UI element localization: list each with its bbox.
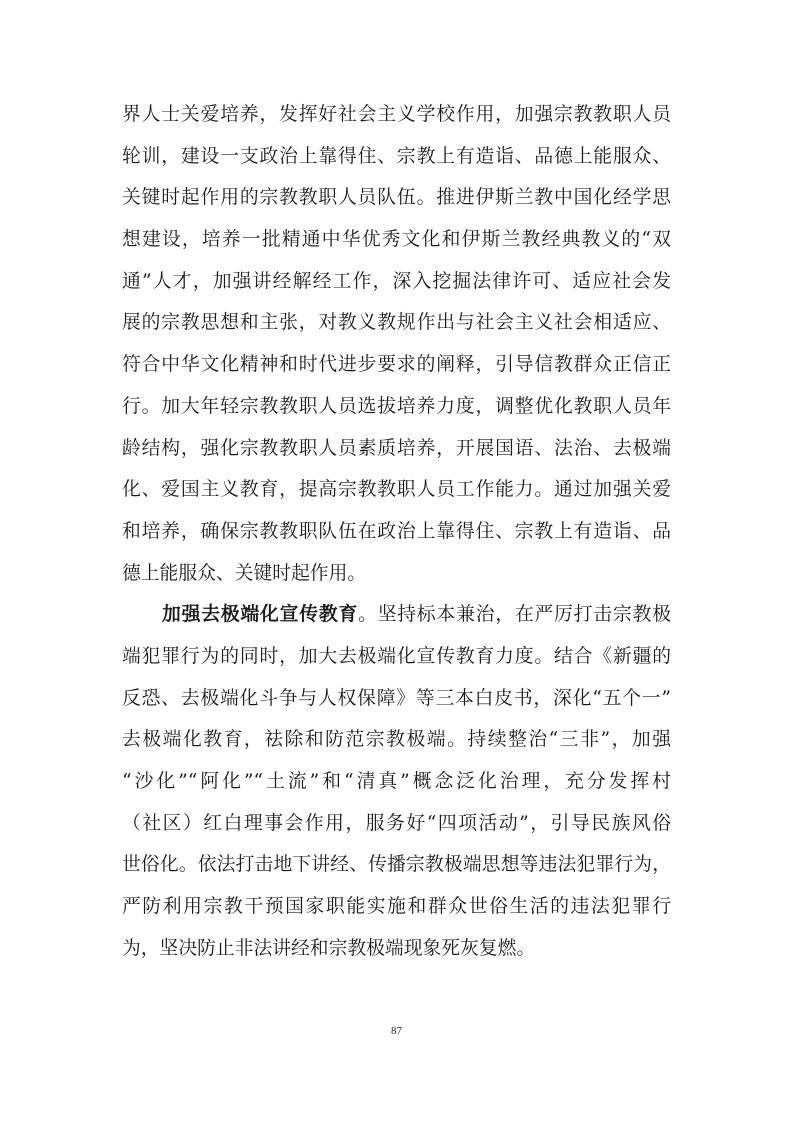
text-line: 世俗化。依法打击地下讲经、传播宗教极端思想等违法犯罪行为， [122,854,671,876]
paragraph-de-extremization [122,594,671,969]
text-line: 轮训，建设一支政治上靠得住、宗教上有造诣、品德上能服众、 [122,145,671,167]
text-line: 界人士关爱培养，发挥好社会主义学校作用，加强宗教教职人员 [122,104,671,125]
text-line: 反恐、去极端化斗争与人权保障》等三本白皮书，深化“五个一” [122,687,671,709]
text-line: 化、爱国主义教育，提高宗教教职人员工作能力。通过加强关爱 [122,479,671,501]
page-number: 87 [391,1025,402,1037]
paragraph-lead-heading: 加强去极端化宣传教育 [162,604,359,626]
text-line: 想建设，培养一批精通中华优秀文化和伊斯兰教经典教义的“双 [122,229,671,251]
document-body [122,94,671,969]
text-line: 符合中华文化精神和时代进步要求的阐释，引导信教群众正信正 [122,354,671,376]
text-line: 通”人才，加强讲经解经工作，深入挖掘法律许可、适应社会发 [122,270,671,292]
text-line: 端犯罪行为的同时，加大去极端化宣传教育力度。结合《新疆的 [122,645,671,667]
text-line: 和培养，确保宗教教职队伍在政治上靠得住、宗教上有造诣、品 [122,520,671,542]
paragraph-religious-staff [122,94,671,594]
text-line: 严防利用宗教干预国家职能实施和群众世俗生活的违法犯罪行 [122,896,671,918]
text-line: （社区）红白理事会作用，服务好“四项活动”，引导民族风俗 [122,812,671,834]
text-line [122,594,671,636]
text-line: “沙化”“阿化”“土流”和“清真”概念泛化治理，充分发挥村 [122,771,671,792]
text-line-rest: 。坚持标本兼治，在严厉打击宗教极 [358,604,671,626]
text-line: 德上能服众、关键时起作用。 [122,562,367,584]
text-line: 关键时起作用的宗教教职人员队伍。推进伊斯兰教中国化经学思 [122,187,671,209]
text-line: 展的宗教思想和主张，对教义教规作出与社会主义社会相适应、 [122,312,671,334]
text-line: 行。加大年轻宗教教职人员选拔培养力度，调整优化教职人员年 [122,395,671,417]
text-line: 去极端化教育，祛除和防范宗教极端。持续整治“三非”，加强 [122,729,671,751]
text-line: 龄结构，强化宗教教职人员素质培养，开展国语、法治、去极端 [122,437,671,459]
text-line: 为，坚决防止非法讲经和宗教极端现象死灰复燃。 [122,937,536,959]
